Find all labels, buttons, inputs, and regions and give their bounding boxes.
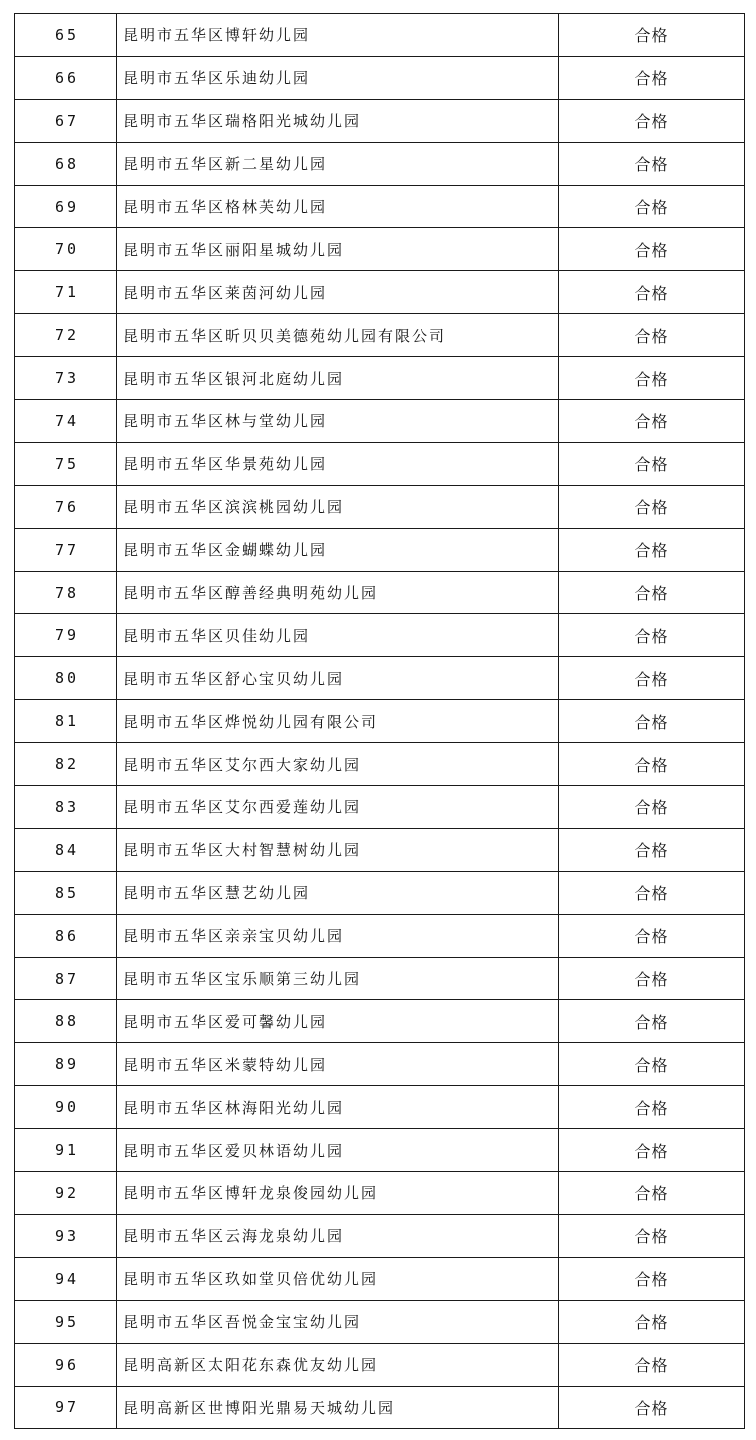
table-row <box>15 1043 745 1086</box>
kindergarten-name-cell: 昆明高新区太阳花东森优友幼儿园 <box>117 1343 559 1386</box>
result-cell: 合格 <box>559 1386 745 1429</box>
result-cell: 合格 <box>559 485 745 528</box>
table-row <box>15 614 745 657</box>
table-row <box>15 185 745 228</box>
result-cell: 合格 <box>559 400 745 443</box>
result-cell: 合格 <box>559 314 745 357</box>
kindergarten-name-cell: 昆明市五华区艾尔西爱莲幼儿园 <box>117 786 559 829</box>
kindergarten-name-cell: 昆明市五华区乐迪幼儿园 <box>117 56 559 99</box>
table-row <box>15 99 745 142</box>
table-row <box>15 786 745 829</box>
table-body <box>15 14 745 1429</box>
row-number-cell: 65 <box>15 14 117 57</box>
row-number-cell: 88 <box>15 1000 117 1043</box>
row-number-cell: 86 <box>15 914 117 957</box>
result-cell: 合格 <box>559 1300 745 1343</box>
table-row <box>15 314 745 357</box>
kindergarten-name-cell: 昆明市五华区格林芙幼儿园 <box>117 185 559 228</box>
row-number-cell: 76 <box>15 485 117 528</box>
kindergarten-name-cell: 昆明市五华区丽阳星城幼儿园 <box>117 228 559 271</box>
kindergarten-name-cell: 昆明市五华区昕贝贝美德苑幼儿园有限公司 <box>117 314 559 357</box>
result-cell: 合格 <box>559 228 745 271</box>
table-row <box>15 14 745 57</box>
kindergarten-name-cell: 昆明市五华区吾悦金宝宝幼儿园 <box>117 1300 559 1343</box>
result-cell: 合格 <box>559 786 745 829</box>
kindergarten-name-cell: 昆明市五华区林海阳光幼儿园 <box>117 1086 559 1129</box>
row-number-cell: 68 <box>15 142 117 185</box>
table-row <box>15 442 745 485</box>
result-cell: 合格 <box>559 56 745 99</box>
row-number-cell: 74 <box>15 400 117 443</box>
result-cell: 合格 <box>559 914 745 957</box>
table-row <box>15 357 745 400</box>
table-row <box>15 271 745 314</box>
row-number-cell: 90 <box>15 1086 117 1129</box>
result-cell: 合格 <box>559 1043 745 1086</box>
kindergarten-name-cell: 昆明市五华区爱贝林语幼儿园 <box>117 1129 559 1172</box>
kindergarten-name-cell: 昆明市五华区大村智慧树幼儿园 <box>117 828 559 871</box>
result-cell: 合格 <box>559 657 745 700</box>
kindergarten-name-cell: 昆明市五华区爱可馨幼儿园 <box>117 1000 559 1043</box>
row-number-cell: 69 <box>15 185 117 228</box>
row-number-cell: 66 <box>15 56 117 99</box>
kindergarten-name-cell: 昆明市五华区慧艺幼儿园 <box>117 871 559 914</box>
result-cell: 合格 <box>559 957 745 1000</box>
kindergarten-name-cell: 昆明市五华区金蝴蝶幼儿园 <box>117 528 559 571</box>
kindergarten-name-cell: 昆明市五华区亲亲宝贝幼儿园 <box>117 914 559 957</box>
kindergarten-name-cell: 昆明市五华区博轩龙泉俊园幼儿园 <box>117 1172 559 1215</box>
table-row <box>15 400 745 443</box>
row-number-cell: 97 <box>15 1386 117 1429</box>
table-row <box>15 1343 745 1386</box>
kindergarten-name-cell: 昆明市五华区新二星幼儿园 <box>117 142 559 185</box>
result-cell: 合格 <box>559 1129 745 1172</box>
result-cell: 合格 <box>559 871 745 914</box>
row-number-cell: 96 <box>15 1343 117 1386</box>
result-cell: 合格 <box>559 442 745 485</box>
kindergarten-name-cell: 昆明市五华区华景苑幼儿园 <box>117 442 559 485</box>
row-number-cell: 75 <box>15 442 117 485</box>
row-number-cell: 93 <box>15 1214 117 1257</box>
kindergarten-name-cell: 昆明市五华区烨悦幼儿园有限公司 <box>117 700 559 743</box>
table-row <box>15 1000 745 1043</box>
result-cell: 合格 <box>559 185 745 228</box>
result-cell: 合格 <box>559 1214 745 1257</box>
table-row <box>15 571 745 614</box>
kindergarten-name-cell: 昆明市五华区银河北庭幼儿园 <box>117 357 559 400</box>
table-row <box>15 1214 745 1257</box>
row-number-cell: 82 <box>15 743 117 786</box>
row-number-cell: 78 <box>15 571 117 614</box>
table-row <box>15 142 745 185</box>
table-row <box>15 485 745 528</box>
inspection-results-table <box>14 13 745 1429</box>
kindergarten-name-cell: 昆明高新区世博阳光鼎易天城幼儿园 <box>117 1386 559 1429</box>
table-row <box>15 828 745 871</box>
kindergarten-name-cell: 昆明市五华区博轩幼儿园 <box>117 14 559 57</box>
result-cell: 合格 <box>559 271 745 314</box>
row-number-cell: 91 <box>15 1129 117 1172</box>
row-number-cell: 89 <box>15 1043 117 1086</box>
row-number-cell: 87 <box>15 957 117 1000</box>
table-row <box>15 957 745 1000</box>
kindergarten-name-cell: 昆明市五华区舒心宝贝幼儿园 <box>117 657 559 700</box>
table-row <box>15 657 745 700</box>
kindergarten-name-cell: 昆明市五华区米蒙特幼儿园 <box>117 1043 559 1086</box>
table-row <box>15 1300 745 1343</box>
row-number-cell: 72 <box>15 314 117 357</box>
table-row <box>15 1086 745 1129</box>
table-row <box>15 228 745 271</box>
kindergarten-name-cell: 昆明市五华区瑞格阳光城幼儿园 <box>117 99 559 142</box>
kindergarten-name-cell: 昆明市五华区莱茵河幼儿园 <box>117 271 559 314</box>
table-row <box>15 743 745 786</box>
result-cell: 合格 <box>559 700 745 743</box>
table-row <box>15 914 745 957</box>
table-row <box>15 1172 745 1215</box>
table-row <box>15 1386 745 1429</box>
row-number-cell: 71 <box>15 271 117 314</box>
table-row <box>15 1257 745 1300</box>
result-cell: 合格 <box>559 1343 745 1386</box>
row-number-cell: 83 <box>15 786 117 829</box>
table-row <box>15 56 745 99</box>
table-row <box>15 871 745 914</box>
row-number-cell: 73 <box>15 357 117 400</box>
table-row <box>15 528 745 571</box>
result-cell: 合格 <box>559 743 745 786</box>
table-row <box>15 700 745 743</box>
result-cell: 合格 <box>559 828 745 871</box>
row-number-cell: 79 <box>15 614 117 657</box>
result-cell: 合格 <box>559 1086 745 1129</box>
row-number-cell: 80 <box>15 657 117 700</box>
kindergarten-name-cell: 昆明市五华区云海龙泉幼儿园 <box>117 1214 559 1257</box>
table-row <box>15 1129 745 1172</box>
kindergarten-name-cell: 昆明市五华区宝乐顺第三幼儿园 <box>117 957 559 1000</box>
row-number-cell: 67 <box>15 99 117 142</box>
row-number-cell: 85 <box>15 871 117 914</box>
result-cell: 合格 <box>559 1257 745 1300</box>
row-number-cell: 95 <box>15 1300 117 1343</box>
result-cell: 合格 <box>559 99 745 142</box>
kindergarten-name-cell: 昆明市五华区醇善经典明苑幼儿园 <box>117 571 559 614</box>
result-cell: 合格 <box>559 614 745 657</box>
result-cell: 合格 <box>559 1000 745 1043</box>
row-number-cell: 94 <box>15 1257 117 1300</box>
result-cell: 合格 <box>559 357 745 400</box>
row-number-cell: 70 <box>15 228 117 271</box>
kindergarten-name-cell: 昆明市五华区滨滨桃园幼儿园 <box>117 485 559 528</box>
kindergarten-name-cell: 昆明市五华区玖如堂贝倍优幼儿园 <box>117 1257 559 1300</box>
result-cell: 合格 <box>559 14 745 57</box>
result-cell: 合格 <box>559 142 745 185</box>
kindergarten-name-cell: 昆明市五华区艾尔西大家幼儿园 <box>117 743 559 786</box>
result-cell: 合格 <box>559 528 745 571</box>
row-number-cell: 81 <box>15 700 117 743</box>
result-cell: 合格 <box>559 571 745 614</box>
row-number-cell: 77 <box>15 528 117 571</box>
kindergarten-name-cell: 昆明市五华区林与堂幼儿园 <box>117 400 559 443</box>
kindergarten-name-cell: 昆明市五华区贝佳幼儿园 <box>117 614 559 657</box>
result-cell: 合格 <box>559 1172 745 1215</box>
row-number-cell: 92 <box>15 1172 117 1215</box>
row-number-cell: 84 <box>15 828 117 871</box>
